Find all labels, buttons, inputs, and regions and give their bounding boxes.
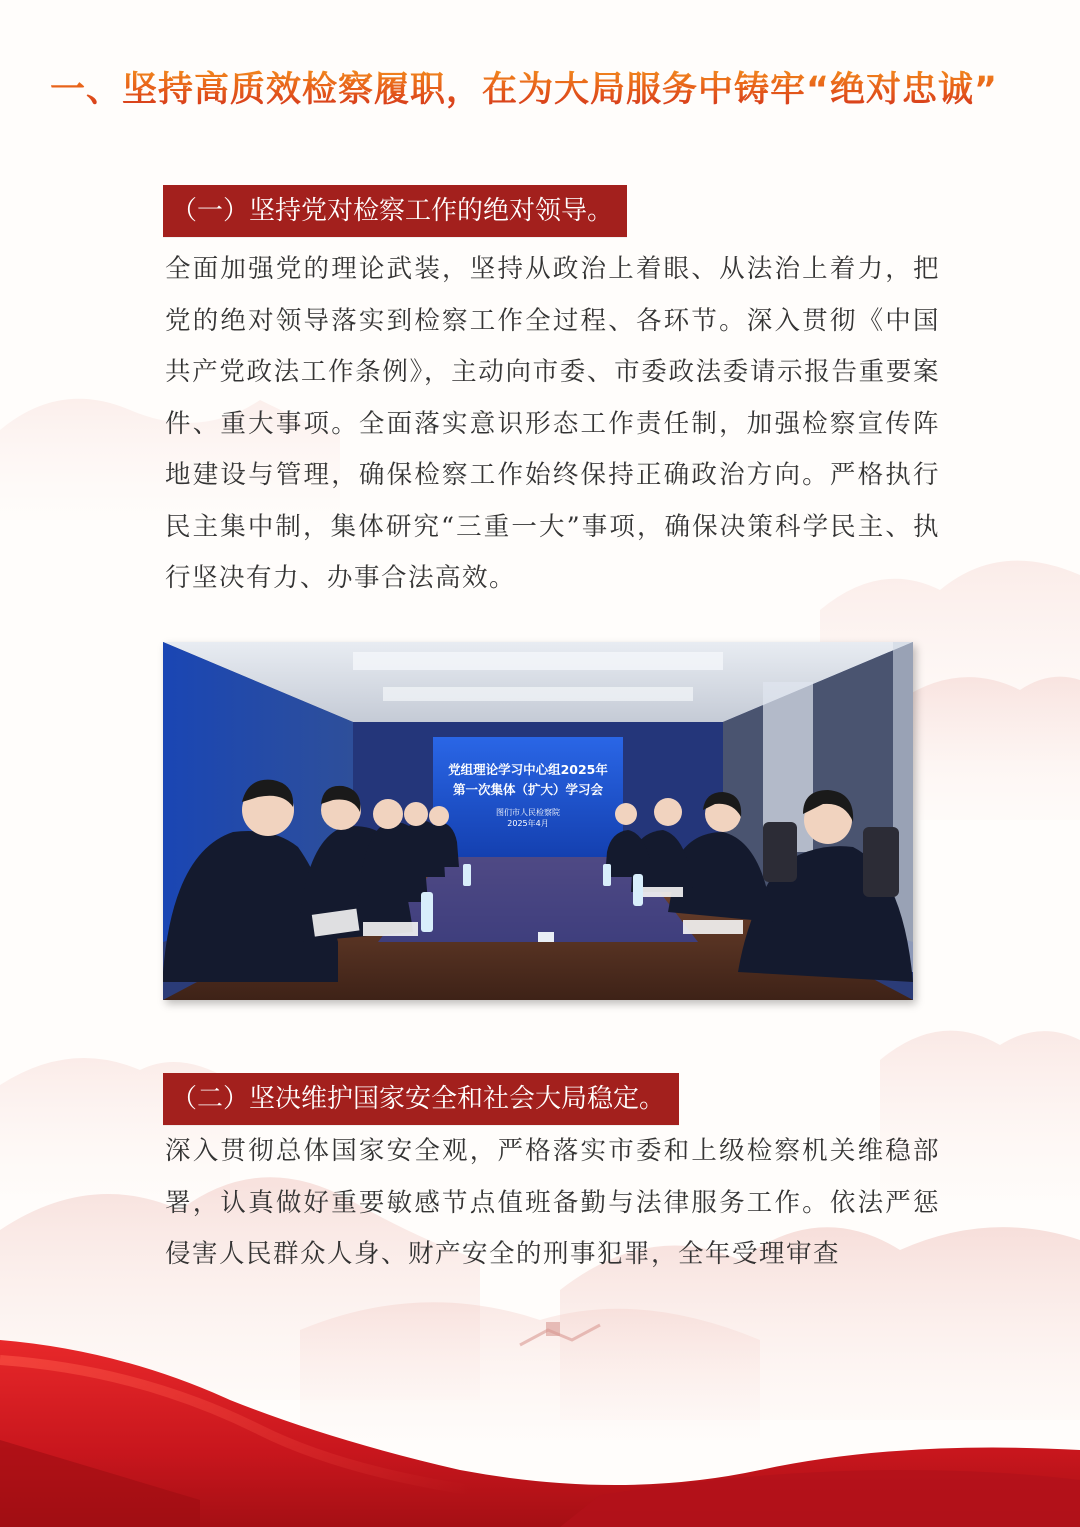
screen-title-line-1: 党组理论学习中心组2025年 — [448, 762, 608, 777]
section-heading-2: （二）坚决维护国家安全和社会大局稳定。 — [163, 1073, 679, 1125]
section-body-2: 深入贯彻总体国家安全观，严格落实市委和上级检察机关维稳部署，认真做好重要敏感节点值班备勤与法律服务工作。依法严惩侵害人民群众人身、财产安全的刑事犯罪，全年受理审查 — [165, 1136, 940, 1269]
screen-date: 2025年4月 — [507, 819, 549, 828]
main-title: 一、坚持高质效检察履职，在为大局服务中铸牢“绝对忠诚” — [50, 58, 1050, 122]
meeting-photo — [163, 642, 913, 1000]
screen-org-name: 图们市人民检察院 — [496, 808, 560, 817]
section-body-1: 全面加强党的理论武装，坚持从政治上着眼、从法治上着力，把党的绝对领导落实到检察工作全过程、各环节。深入贯彻《中国共产党政法工作条例》，主动向市委、市委政法委请示报告重要案件、重大事项。全面落实意识形态工作责任制，加强检察宣传阵地建设与管理，确保检察工作始终保持正确政治方向。严格执行民主集中制，集体研究“三重一大”事项，确保决策科学民主、执行坚决有力、办事合法高效。 — [165, 254, 940, 593]
screen-title-line-2: 第一次集体（扩大）学习会 — [452, 782, 603, 797]
section-heading-1: （一）坚持党对检察工作的绝对领导。 — [163, 185, 627, 237]
